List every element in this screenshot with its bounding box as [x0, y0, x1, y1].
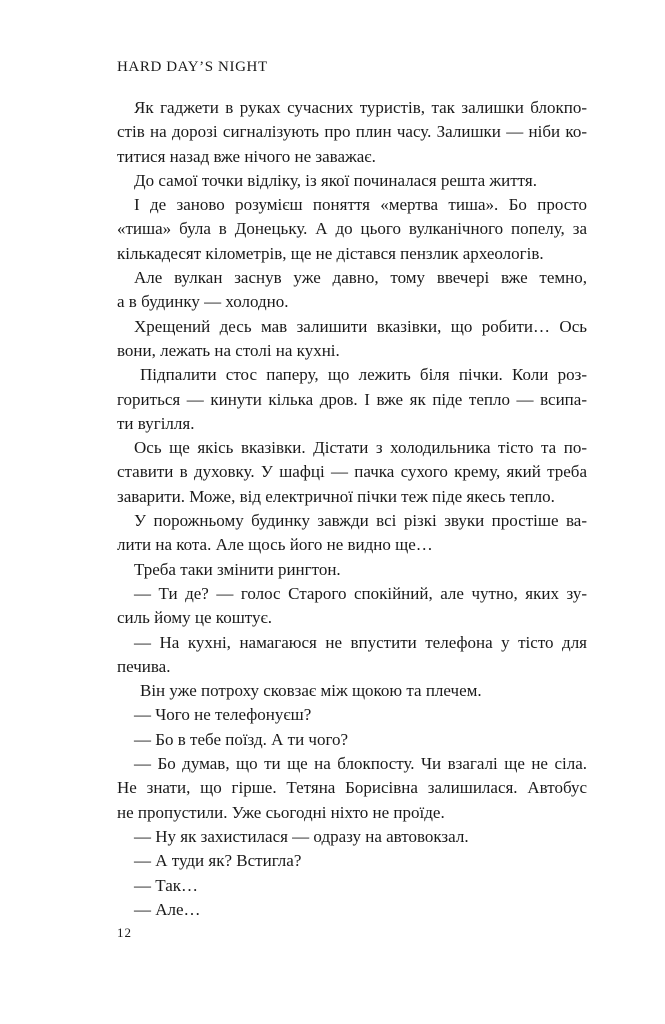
- text-line: лити на кота. Але щось його не видно ще…: [117, 535, 433, 555]
- text-line: — Ну як захистилася — одразу на автовокзал.: [134, 826, 469, 846]
- text-line: ти вугілля.: [117, 413, 195, 433]
- text-line: Ось ще якісь вказівки. Дістати з холодильника тісто та по-: [134, 438, 587, 458]
- text-line: — Ти де? — голос Старого спокійний, але чутно, яких зу-: [134, 583, 587, 603]
- text-line: — А туди як? Встигла?: [134, 851, 302, 871]
- text-line: Як гаджети в руках сучасних туристів, так залишки блокпо-: [134, 98, 587, 117]
- page-number: 12: [117, 925, 132, 940]
- text-line: заварити. Може, від електричної пічки теж піде якесь тепло.: [117, 486, 555, 506]
- text-line: силь йому це коштує.: [117, 608, 273, 628]
- text-line: Але вулкан заснув уже давно, тому ввечері вже темно,: [134, 268, 587, 288]
- text-line: — Бо в тебе поїзд. А ти чого?: [134, 729, 349, 749]
- text-line: кількадесят кілометрів, ще не дістався пензлик археологів.: [117, 243, 544, 263]
- text-line: До самої точки відліку, із якої починалася решта життя.: [134, 170, 537, 190]
- text-line: Не знати, що гірше. Тетяна Борисівна залишилася. Автобус: [117, 778, 587, 798]
- text-line: стів на дорозі сигналізують про плин часу. Залишки — ніби ко-: [117, 122, 587, 142]
- text-line: не пропустили. Уже сьогодні ніхто не проїде.: [117, 802, 445, 822]
- text-line: — Так…: [134, 875, 199, 895]
- text-line: гориться — кинути кілька дров. І вже як піде тепло — всипа-: [117, 389, 587, 409]
- text-line: Він уже потроху сковзає між щокою та плечем.: [140, 681, 482, 701]
- body-text: [117, 96, 587, 922]
- text-line: — Чого не телефонуєш?: [134, 705, 312, 725]
- text-line: І де заново розумієш поняття «мертва тиша». Бо просто: [134, 195, 587, 215]
- text-line: ставити в духовку. У шафці — пачка сухого крему, який треба: [117, 462, 587, 482]
- text-line: вони, лежать на столі на кухні.: [117, 340, 340, 360]
- running-head: HARD DAY’S NIGHT: [117, 59, 268, 75]
- text-line: — Але…: [134, 899, 201, 919]
- text-line: Хрещений десь мав залишити вказівки, що робити… Ось: [134, 316, 587, 336]
- text-line: — На кухні, намагаюся не впустити телефона у тісто для: [134, 632, 587, 652]
- text-line: — Бо думав, що ти ще на блокпосту. Чи взагалі ще не сіла.: [134, 754, 587, 774]
- text-line: а в будинку — холодно.: [117, 292, 289, 312]
- text-line: титися назад вже нічого не заважає.: [117, 146, 376, 166]
- text-line: «тиша» була в Донецьку. А до цього вулканічного попелу, за: [117, 219, 587, 239]
- text-line: печива.: [117, 656, 171, 676]
- text-line: Треба таки змінити рингтон.: [134, 559, 341, 579]
- text-line: У порожньому будинку завжди всі різкі звуки простіше ва-: [134, 511, 587, 531]
- text-line: Підпалити стос паперу, що лежить біля пічки. Коли роз-: [140, 365, 587, 385]
